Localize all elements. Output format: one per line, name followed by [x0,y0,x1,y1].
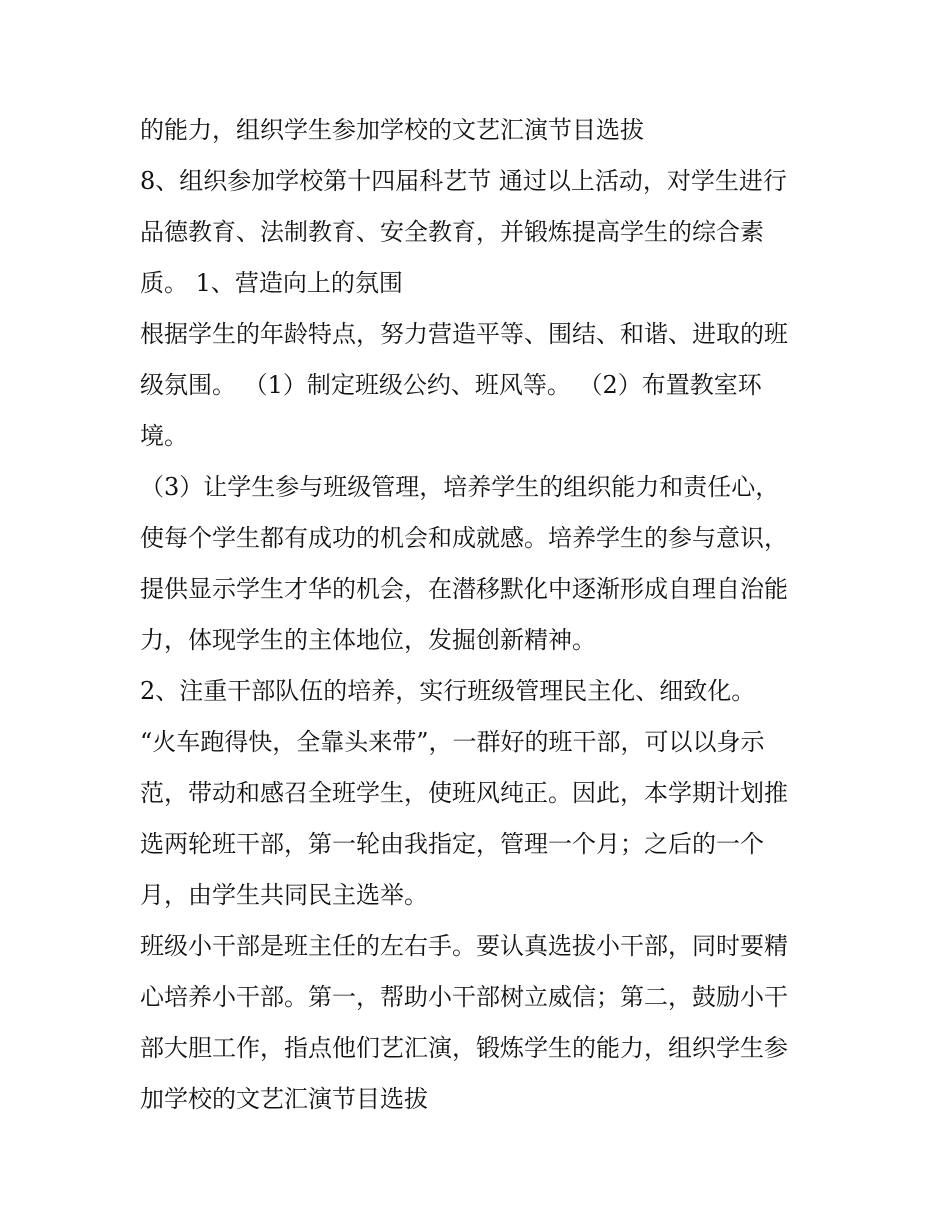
text-line-12: 2、注重干部队伍的培养，实行班级管理民主化、细致化。 [140,677,756,705]
text-line-2: 8、组织参加学校第十四届科艺节 通过以上活动，对学生进行 [140,167,787,195]
text-line-13: “火车跑得快，全靠头来带”，一群好的班干部，可以以身示 [140,728,765,756]
text-line-8: （3）让学生参与班级管理，培养学生的组织能力和责任心， [140,473,780,501]
text-line-10: 提供显示学生才华的机会，在潜移默化中逐渐形成自理自治能 [140,575,788,603]
text-line-3: 品德教育、法制教育、安全教育，并锻炼提高学生的综合素 [140,218,764,246]
text-line-17: 班级小干部是班主任的左右手。要认真选拔小干部，同时要精 [140,932,788,960]
text-line-18: 心培养小干部。第一，帮助小干部树立威信；第二，鼓励小干 [140,983,788,1011]
text-line-11: 力，体现学生的主体地位，发掘创新精神。 [140,626,596,654]
text-line-16: 月，由学生共同民主选举。 [140,881,428,909]
text-line-5: 根据学生的年龄特点，努力营造平等、围结、和谐、进取的班 [140,320,788,348]
text-line-15: 选两轮班干部，第一轮由我指定，管理一个月；之后的一个 [140,830,764,858]
document-page [140,105,830,1125]
text-line-1: 的能力，组织学生参加学校的文艺汇演节目选拔 [140,116,644,144]
text-line-7: 境。 [140,422,188,450]
text-line-6: 级氛围。 （1）制定班级公约、班风等。 （2）布置教室环 [140,371,762,399]
text-line-19: 部大胆工作，指点他们艺汇演，锻炼学生的能力，组织学生参 [140,1034,788,1062]
text-line-14: 范，带动和感召全班学生，使班风纯正。因此，本学期计划推 [140,779,788,807]
text-line-4: 质。 1、营造向上的氛围 [140,269,403,297]
text-line-9: 使每个学生都有成功的机会和成就感。培养学生的参与意识， [140,524,788,552]
text-line-20: 加学校的文艺汇演节目选拔 [140,1085,428,1113]
